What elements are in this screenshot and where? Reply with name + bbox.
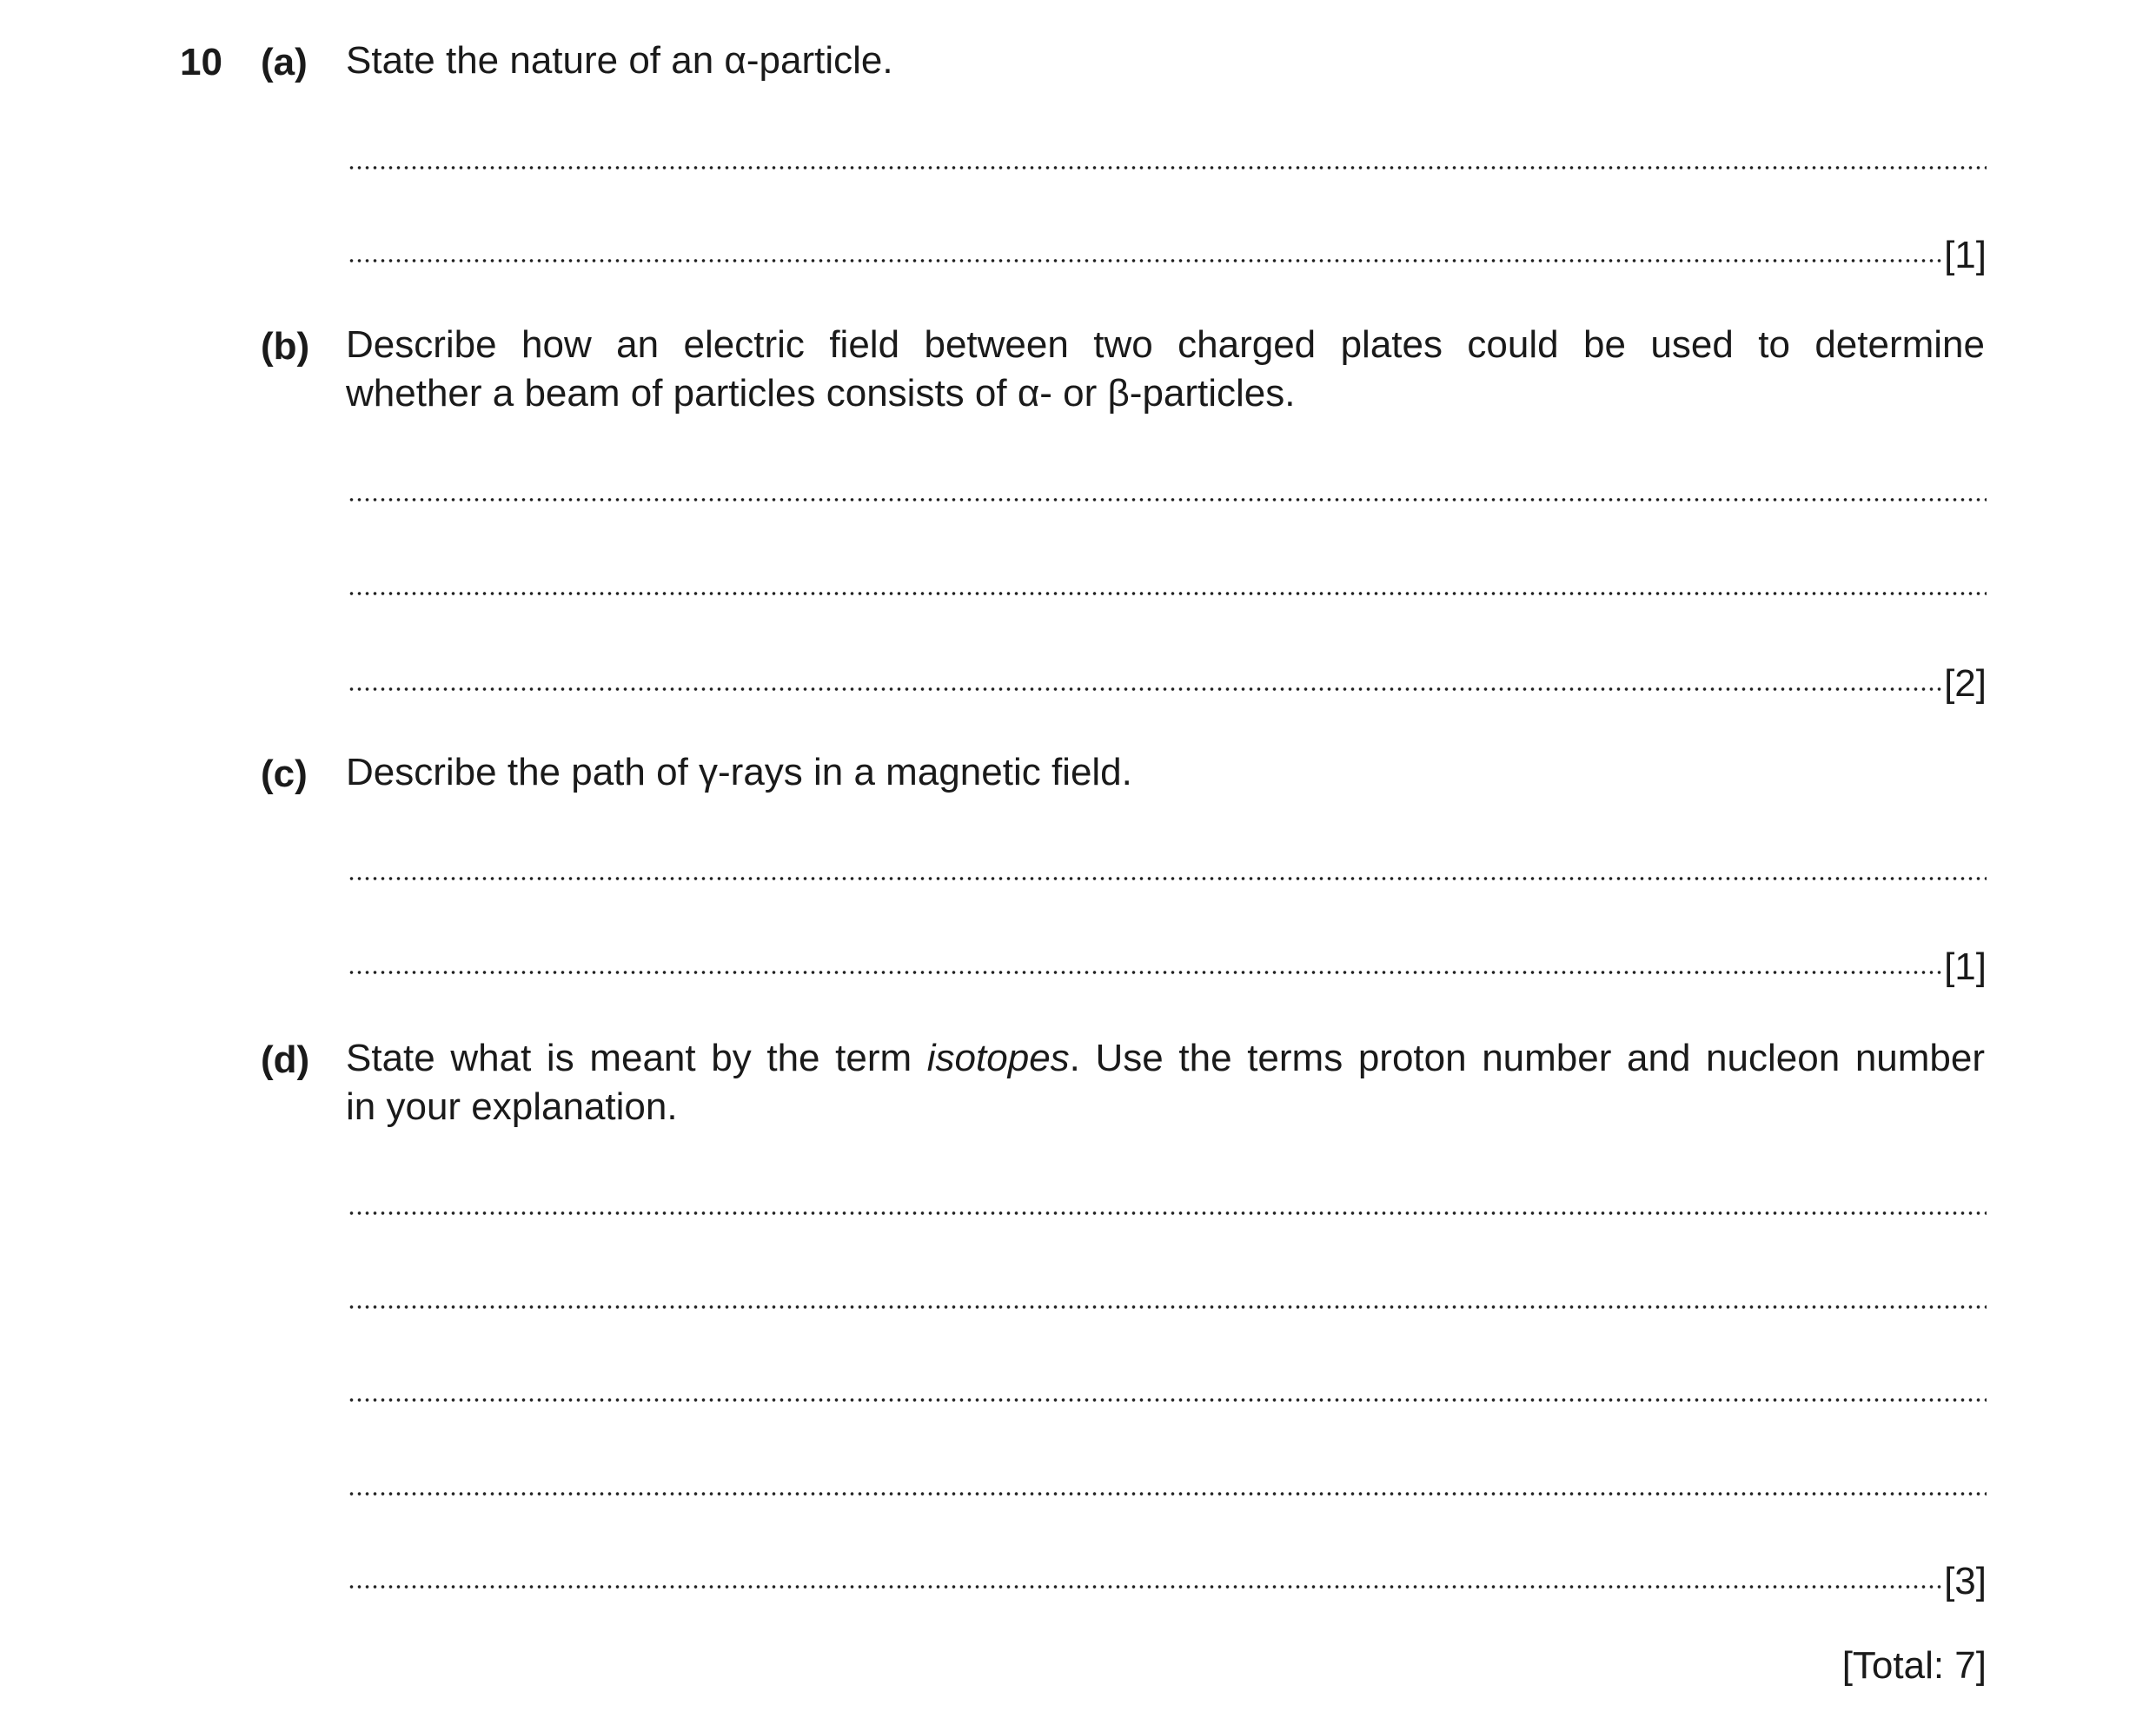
part-a-question: State the nature of an α-particle. <box>346 39 893 82</box>
dotted-line <box>348 877 1987 880</box>
dotted-line <box>348 1305 1987 1309</box>
dotted-line <box>348 166 1987 169</box>
part-b-question-line-2: whether a beam of particles consists of α- or β-particles. <box>346 372 1296 415</box>
part-c-mark: [1] <box>1944 945 1987 988</box>
part-d-answer-line-5[interactable] <box>348 1560 1987 1602</box>
part-b-answer-line-2[interactable] <box>348 588 1987 595</box>
part-c-answer-line-2[interactable] <box>348 945 1987 988</box>
part-d-text-before: State what is meant by the term <box>346 1037 927 1079</box>
dotted-line <box>348 1492 1987 1496</box>
dotted-line <box>348 1585 1942 1589</box>
part-d-question-line-1 <box>346 1034 1985 1083</box>
dotted-line <box>348 592 1987 595</box>
part-c-label: (c) <box>261 753 308 795</box>
question-number: 10 <box>180 41 222 83</box>
part-b-question-line-1: Describe how an electric field between two charged plates could be used to determine <box>346 323 1985 366</box>
part-a-mark: [1] <box>1944 234 1987 276</box>
part-d-question <box>346 1034 1985 1131</box>
part-d-answer-line-2[interactable] <box>348 1302 1987 1309</box>
part-d-question-line-2: in your explanation. <box>346 1085 678 1128</box>
dotted-line <box>348 1398 1987 1402</box>
dotted-line <box>348 971 1942 974</box>
part-d-mark: [3] <box>1944 1560 1987 1602</box>
part-b-question <box>346 321 1985 418</box>
dotted-line <box>348 259 1942 262</box>
part-a-label: (a) <box>261 41 308 83</box>
part-c-question: Describe the path of γ-rays in a magnetic field. <box>346 751 1132 793</box>
dotted-line <box>348 687 1942 691</box>
part-d-label: (d) <box>261 1038 310 1081</box>
part-b-mark: [2] <box>1944 662 1987 705</box>
part-b-label: (b) <box>261 325 310 368</box>
part-d-text-after: . Use the terms proton number and nucleon number <box>1069 1037 1986 1079</box>
total-marks: [Total: 7] <box>1841 1644 1987 1687</box>
part-a-answer-line-2[interactable] <box>348 234 1987 276</box>
dotted-line <box>348 1211 1987 1215</box>
part-d-answer-line-3[interactable] <box>348 1395 1987 1402</box>
part-c-answer-line-1[interactable] <box>348 873 1987 880</box>
part-a-answer-line-1[interactable] <box>348 163 1987 169</box>
part-d-answer-line-4[interactable] <box>348 1489 1987 1496</box>
part-d-answer-line-1[interactable] <box>348 1208 1987 1215</box>
part-b-answer-line-1[interactable] <box>348 494 1987 501</box>
part-d-term-isotopes: isotopes <box>926 1037 1070 1079</box>
dotted-line <box>348 498 1987 501</box>
part-b-answer-line-3[interactable] <box>348 662 1987 705</box>
